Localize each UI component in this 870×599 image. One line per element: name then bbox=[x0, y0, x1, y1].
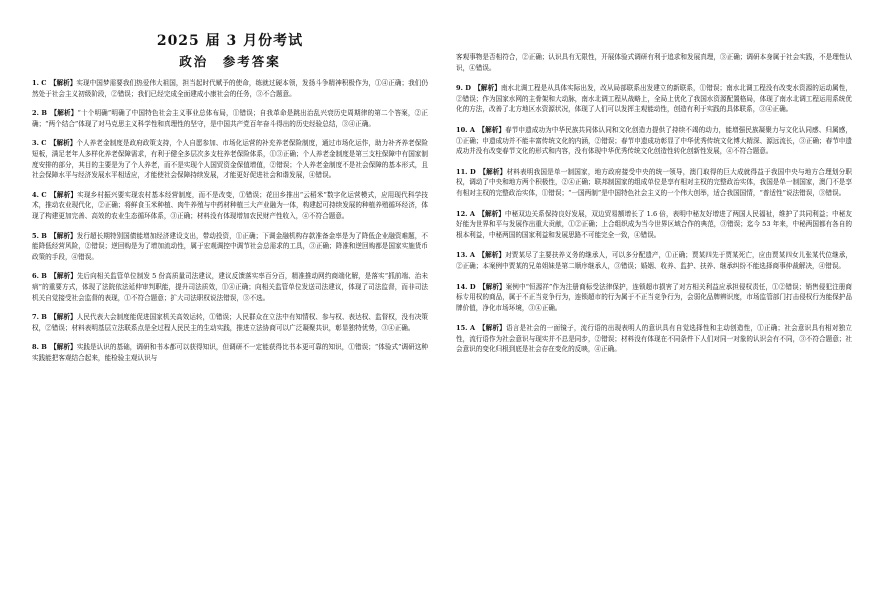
answer-number: 12. A bbox=[456, 209, 475, 218]
analysis-text: 案例中“恒源祥”作为注册商标受法律保护，连锁超市损害了对方相关利益应承担侵权责任，①②错误；销售侵犯注册商标专用权的商品，属于不正当竞争行为，连锁超市的行为属于不正当竞争行为，会弱化品牌辨识度，市场监管部门打击侵权行为能保护品牌价值，净化市场环境，③④正确。 bbox=[456, 282, 853, 312]
answer-number: 5. B bbox=[32, 231, 47, 240]
answer-item-9 bbox=[456, 83, 852, 115]
answer-item-4 bbox=[32, 190, 428, 222]
analysis-label: 【解析】 bbox=[53, 272, 77, 281]
right-column bbox=[456, 0, 852, 365]
analysis-label: 【解析】 bbox=[482, 282, 506, 291]
answer-number: 15. A bbox=[456, 324, 476, 333]
analysis-label: 【解析】 bbox=[481, 209, 505, 218]
answer-item-10 bbox=[456, 125, 852, 157]
analysis-text: 先后向相关监管单位制发 5 份高质量司法建议，建议反馈落实率百分百，精准推动网约商端化解，是落实“抓前端、治未病”的重要方式，体现了法院依法延伸审判职能，提升司法质效，①④正确；向相关监管单位发送司法建议，体现了司法监督，而非司法机关自觉接受社会监督的表现，①不符合题意；扩大司法职权说法错误，③不选。 bbox=[32, 272, 428, 302]
analysis-text: 客观事物是否相符合，②正确；认识具有无限性，开展体验式调研有利于追求和发展真理，③正确；调研本身属于社会实践，不是理性认识，④错误。 bbox=[456, 53, 852, 72]
analysis-label: 【解析】 bbox=[481, 125, 506, 134]
analysis-text: 实现乡村振兴要实现农村基本经营制度，而不是改变，①错误；花田乡推出“云稻米”数字化运营模式，应用现代科学技术，推动农业现代化，②正确；将鲜食玉米种植、肉牛养殖与中药材种植三大产业融为一体，构建起可持续发展的种植养殖循环经济，体现了构建更加完善、高效的农业生态循环体系，③正确；材料没有体现增加农民财产性收入，④不符合题意。 bbox=[32, 190, 429, 220]
answer-item-2 bbox=[32, 108, 428, 129]
answer-number: 7. B bbox=[32, 313, 47, 322]
analysis-label: 【解析】 bbox=[53, 139, 77, 148]
analysis-label: 【解析】 bbox=[53, 79, 77, 87]
document-title: 2025 届 3 月份考试 bbox=[156, 33, 304, 49]
analysis-label: 【解析】 bbox=[53, 109, 78, 118]
analysis-text: 语言是社会的一面镜子，流行语的出现表明人的意识具有自觉选择性和主动创造性，①正确；社会意识具有相对独立性，流行语作为社会意识与现实并不总是同步，②错误；材料没有体现在不同条件下人们对同一对象的认识会有不同，③不符合题意；社会意识的变化归根到底是社会存在变化的反映，④正确。 bbox=[456, 324, 853, 354]
analysis-text: 中秘双边关系保持良好发展，双边贸易额增长了 1.6 倍，表明中秘友好增进了两国人民福祉，维护了共同利益；中秘友好能为世界和平与发展作出重大贡献，①②正确；上合组织成为当今世界区域合作的典范，③错误；迄今 53 年来，中秘两国都有各自的根本利益，中秘两国的国家利益和发展思路不可能完全一致，④错误。 bbox=[456, 209, 852, 239]
answer-number: 1. C bbox=[32, 79, 47, 87]
answer-number: 9. D bbox=[456, 84, 471, 93]
answer-item-5 bbox=[32, 231, 428, 263]
answer-item-12 bbox=[456, 209, 852, 241]
answer-item-13 bbox=[456, 250, 852, 271]
left-column bbox=[32, 0, 428, 372]
answer-item-14 bbox=[456, 282, 852, 314]
analysis-text: 南水北调工程是从具体实际出发，改从局部联系出发建立的新联系，①错误；南水北调工程没有改变水资源的运动属性，②错误；作为国家水网的主骨架和大动脉，南水北调工程从战略上，全局上优化了我国水资源配置格局，体现了南水北调工程运用系统优化的方法，改善了北方地区水资源状况，体现了人们可以发挥主观能动性，创造有利于实践的具体联系，③④正确。 bbox=[456, 84, 853, 114]
analysis-text: 春节申遗成功为中华民族共同体认同和文化创造力提供了持续不竭的动力，能增强民族凝聚力与文化认同感、归属感，①正确；申遗成功并不能丰富传统文化的内涵，②错误；春节申遗成功彰显了中华优秀传统文化博大精深、源远流长，③正确；春节申遗成功并没有改变春节文化的形式和内容，没有体现中华优秀传统文化创造性转化创新性发展，④不符合题意。 bbox=[456, 125, 853, 156]
answer-number: 10. A bbox=[456, 125, 475, 134]
answer-item-3 bbox=[32, 138, 428, 180]
answer-item-8 bbox=[32, 342, 428, 363]
analysis-text: 人民代表大会制度能促进国家机关高效运转，①错误；人民群众在立法中有知情权、参与权、表达权、监督权，没有决策权，②错误；材料表明基层立法联系点是全过程人民民主的生动实践，推进立法协商可以广泛凝聚共识，彰显独特优势，③④正确。 bbox=[32, 313, 428, 332]
analysis-text: 发行超长期特别国债能增加经济建设支出，带动投资，①正确；下调金融机构存款准备金率是为了降低企业融资难题，不能降低经营风险，②错误；逆回购是为了增加流动性，属于宏观调控中调节社会总需求的工具，③正确；降准和逆回购都是国家实施货币政策的手段，④错误。 bbox=[32, 231, 428, 261]
analysis-label: 【解析】 bbox=[482, 167, 507, 176]
analysis-label: 【解析】 bbox=[481, 251, 506, 260]
analysis-label: 【解析】 bbox=[482, 324, 506, 333]
answer-item-15 bbox=[456, 323, 852, 355]
answer-number: 4. C bbox=[32, 190, 47, 199]
answer-item-7 bbox=[32, 312, 428, 333]
answer-number: 13. A bbox=[456, 251, 475, 260]
analysis-text: 实践是认识的基础，调研和书本都可以获得知识，但调研不一定能获得比书本更可靠的知识，①错误；“体验式”调研这种实践能把客观结合起来，能检验主观认识与 bbox=[32, 343, 429, 362]
analysis-label: 【解析】 bbox=[53, 343, 77, 352]
analysis-text: 对贾某尽了主要扶养义务的继承人，可以多分配遗产，①正确；贾某四先于贾某死亡，应由贾某四女儿张某代位继承，②正确；本案例中贾某的兄弟姐妹是第二顺序继承人，③错误；婚姻、收养、监护、扶养、继承纠纷不能选择商事仲裁解决，④错误。 bbox=[456, 251, 853, 270]
answer-item-1 bbox=[32, 78, 428, 99]
answer-number: 8. B bbox=[32, 343, 47, 352]
analysis-text: 实现中国梦需要我们热爱伟大祖国，担当起时代赋予的使命，练就过硬本领，发扬斗争精神积极作为，①④正确；我们仍然处于社会主义初级阶段，②错误；我们已经完成全面建成小康社会的任务，③不合题意。 bbox=[32, 79, 429, 98]
answer-item-6 bbox=[32, 271, 428, 303]
analysis-label: 【解析】 bbox=[53, 190, 78, 199]
document-subtitle: 政治 参考答案 bbox=[179, 54, 281, 69]
analysis-text: 个人养老金制度是政府政策支持，个人自愿参加、市场化运营的补充养老保险制度，通过市场化运作，助力补齐养老保险短板，满足老年人多样化养老保障需求，有利于健全多层次多支柱养老保险体系，①③正确；个人养老金制度是第三支柱保障中有国家制度安排的部分，其目的主要是为了个人养老，而不是实现个人国贸资金保值增值，②错误；个人养老金制度不是社会保障的基本形式，且社会保障水平与经济发展水平相适应，才能使社会保障持续发展，才能更好促进社会和谐发展，④错误。 bbox=[32, 139, 429, 180]
answer-number: 14. D bbox=[456, 282, 476, 291]
analysis-text: 材料表明我国是单一制国家，地方政府接受中央的统一领导，澳门取得的巨大成就得益于我国中央与地方合理划分职权，调动了中央和地方两个积极性，②④正确；联邦制国家的组成单位是享有相对主权的完整政治实体，我国是单一制国家，澳门不是享有相对主权的完整政治实体，①错误；“一国两制”是中国特色社会主义的一个伟大创举，适合我国国情，“普适性”说法错误，③错误。 bbox=[456, 167, 852, 197]
answer-number: 11. D bbox=[456, 167, 476, 176]
answer-item-11 bbox=[456, 167, 852, 199]
answer-number: 6. B bbox=[32, 272, 47, 281]
answer-number: 2. B bbox=[32, 109, 47, 118]
analysis-label: 【解析】 bbox=[477, 84, 501, 93]
analysis-label: 【解析】 bbox=[53, 313, 77, 322]
answer-number: 3. C bbox=[32, 139, 47, 148]
analysis-text: “十个明确”明确了中国特色社会主义事业总体布局，①错误；自我革命是跳出治乱兴衰历史周期律的第二个答案，②正确；“两个结合”体现了对马克思主义科学性和真理性的坚守，是中国共产党百年奋斗得出的历史经验总结，③④正确。 bbox=[32, 109, 428, 128]
answer-item-8-continued bbox=[456, 52, 852, 73]
analysis-label: 【解析】 bbox=[53, 231, 77, 240]
